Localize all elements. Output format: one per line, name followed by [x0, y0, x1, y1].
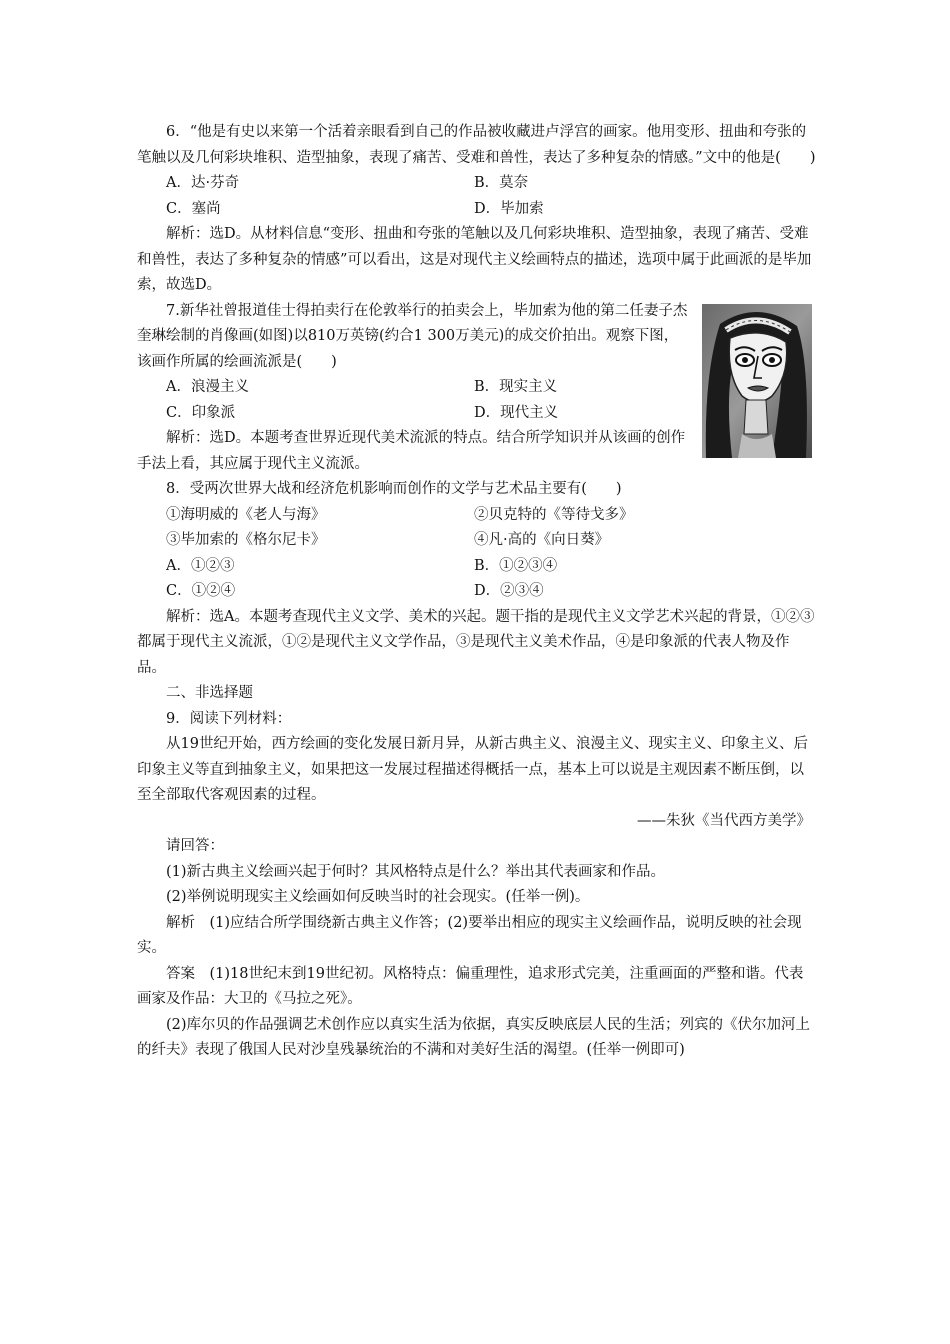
q9-intro: 9．阅读下列材料： [166, 710, 292, 727]
q7-option-a: A．浪漫主义 [166, 379, 249, 395]
q9-answer-1: 答案 (1)18世纪末到19世纪初。风格特点：偏重理性，追求形式完美，注重画面的严整和谐。代表画家及作品：大卫的《马拉之死》。 [137, 965, 804, 1007]
q6-option-a: A．达·芬奇 [166, 175, 240, 191]
q9-source: ——朱狄《当代西方美学》 [637, 812, 811, 829]
q6-option-c: C．塞尚 [166, 200, 221, 217]
q9-sub2: (2)举例说明现实主义绘画如何反映当时的社会现实。(任举一例)。 [166, 889, 590, 905]
q7-options-row-2 [137, 401, 692, 427]
q8-options-row-2 [137, 579, 817, 605]
q6-option-b: B．莫奈 [474, 175, 529, 191]
q7-analysis: 解析：选D。本题考查世界近现代美术流派的特点。结合所学知识并从该画的创作手法上看，其应属于现代主义流派。 [137, 430, 686, 472]
q7-options-row-1 [137, 375, 692, 401]
q9-ask: 请回答： [166, 838, 224, 854]
q7-option-b: B．现实主义 [474, 379, 558, 395]
q8-option-b: B．①②③④ [474, 557, 558, 574]
q9-sub1: (1)新古典主义绘画兴起于何时？其风格特点是什么？举出其代表画家和作品。 [166, 863, 666, 880]
q7-block [137, 299, 817, 478]
q7-stem: 7.新华社曾报道佳士得拍卖行在伦敦举行的拍卖会上，毕加索为他的第二任妻子杰奎琳绘制的肖像画(如图)以810万英镑(约合1 300万美元)的成交价拍出。观察下图，该画作所属的绘画流派是( ) [137, 302, 688, 370]
q6-analysis: 解析：选D。从材料信息“变形、扭曲和夸张的笔触以及几何彩块堆积、造型抽象，表现了痛苦、受难和兽性，表达了多种复杂的情感”可以看出，这是对现代主义绘画特点的描述，选项中属于此画派的是毕加索，故选D。 [137, 226, 812, 293]
q9-analysis: 解析 (1)应结合所学围绕新古典主义作答；(2)要举出相应的现实主义绘画作品，说明反映的社会现实。 [137, 914, 802, 956]
q7-option-d: D．现代主义 [474, 404, 559, 421]
q8-option-c: C．①②④ [166, 583, 236, 599]
q8-option-a: A．①②③ [166, 557, 235, 574]
q9-material: 从19世纪开始，西方绘画的变化发展日新月异，从新古典主义、浪漫主义、现实主义、印象主义、后印象主义等直到抽象主义，如果把这一发展过程描述得概括一点，基本上可以说是主观因素不断压倒，以至全部取代客观因素的过程。 [137, 736, 808, 803]
q8-option-d: D．②③④ [474, 583, 544, 599]
q8-item-3: ③毕加索的《格尔尼卡》 [166, 532, 326, 548]
q8-analysis: 解析：选A。本题考查现代主义文学、美术的兴起。题干指的是现代主义文学艺术兴起的背景，①②③都属于现代主义流派，①②是现代主义文学作品，③是现代主义美术作品，④是印象派的代表人物及作品。 [137, 608, 815, 676]
q8-item-4: ④凡·高的《向日葵》 [474, 532, 610, 548]
q8-options-row-1 [137, 554, 817, 580]
q6-options-row-1 [137, 171, 817, 197]
q8-item-1: ①海明威的《老人与海》 [166, 506, 326, 523]
q6-stem: 6．“他是有史以来第一个活着亲眼看到自己的作品被收藏进卢浮宫的画家。他用变形、扭曲和夸张的笔触以及几何彩块堆积、造型抽象，表现了痛苦、受难和兽性，表达了多种复杂的情感。”文中的他是( ) [137, 124, 816, 166]
q8-stem: 8．受两次世界大战和经济危机影响而创作的文学与艺术品主要有( ) [166, 481, 622, 497]
q6-options-row-2 [137, 197, 817, 223]
picasso-portrait-image [702, 304, 812, 458]
section-heading: 二、非选择题 [166, 685, 253, 701]
q7-option-c: C．印象派 [166, 404, 236, 421]
q9-answer-2: (2)库尔贝的作品强调艺术创作应以真实生活为依据，真实反映底层人民的生活；列宾的《伏尔加河上的纤夫》表现了俄国人民对沙皇残暴统治的不满和对美好生活的渴望。(任举一例即可) [137, 1016, 811, 1058]
q8-item-2: ②贝克特的《等待戈多》 [474, 506, 634, 523]
q8-items-row-1 [137, 503, 817, 529]
document-page [137, 120, 817, 1064]
q6-option-d: D．毕加索 [474, 200, 544, 217]
q8-items-row-2 [137, 528, 817, 554]
